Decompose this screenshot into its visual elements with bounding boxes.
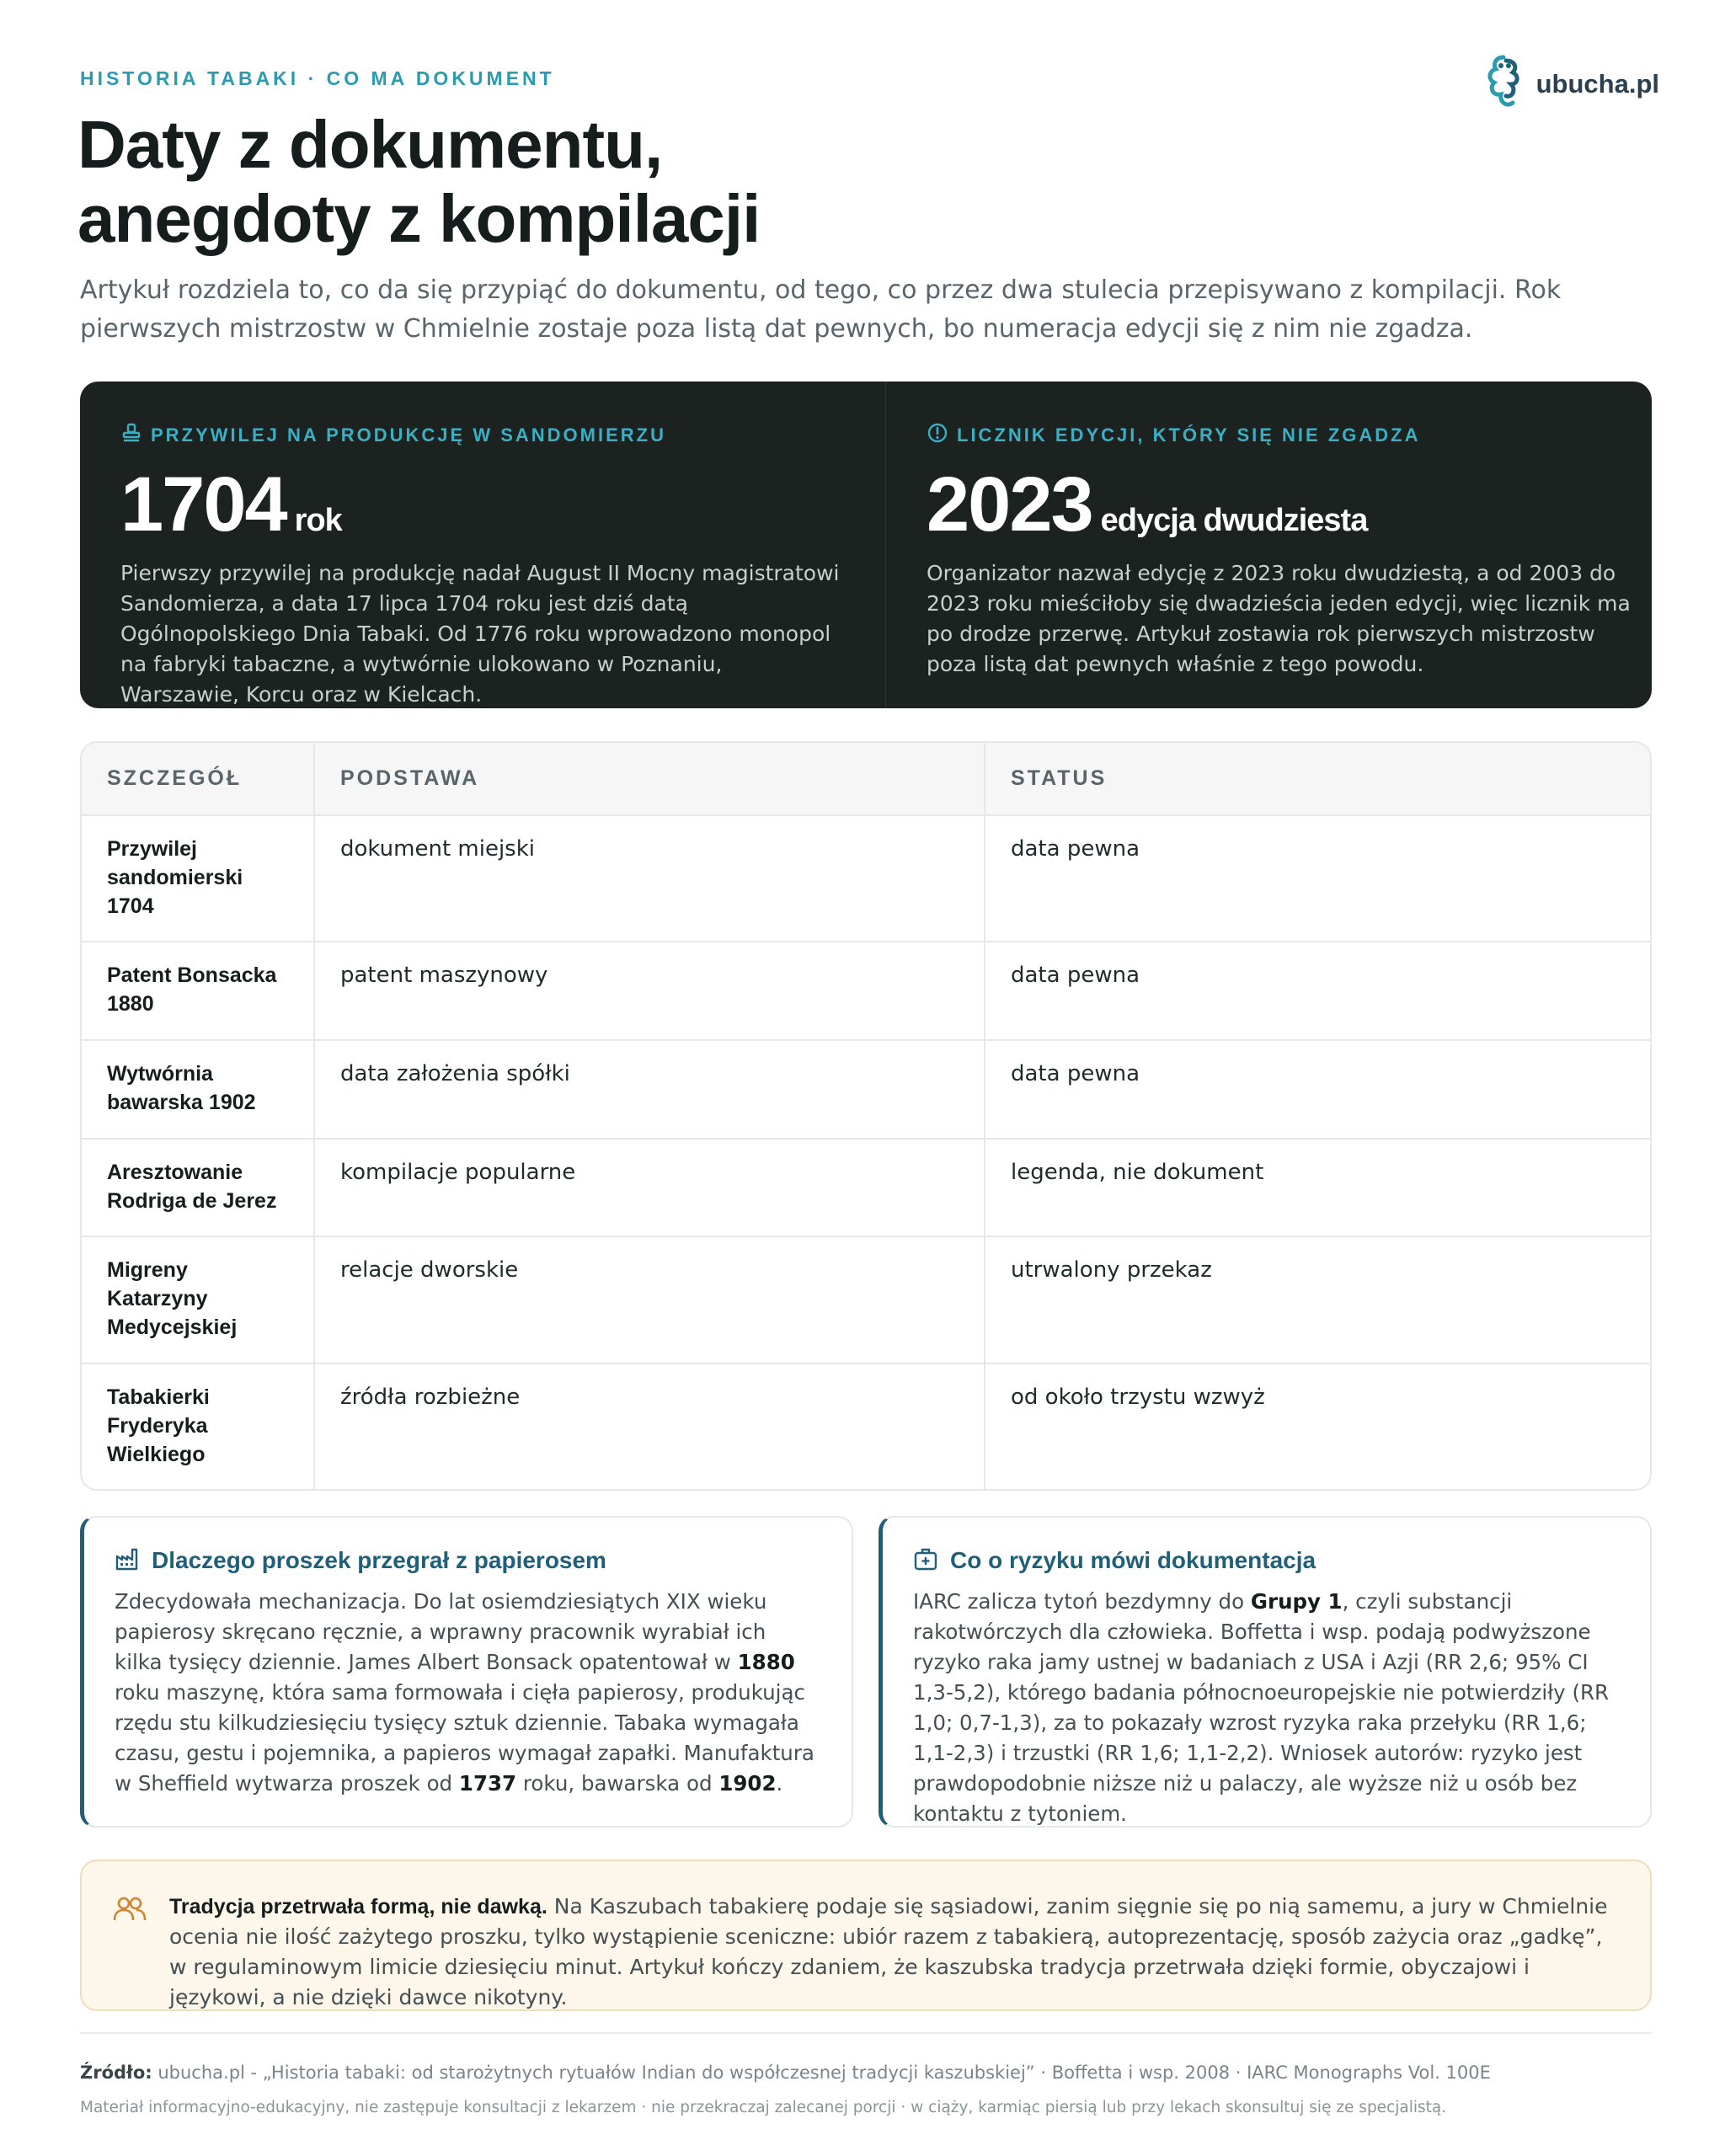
factory-icon bbox=[115, 1546, 140, 1575]
cell-status: utrwalony przekaz bbox=[985, 1236, 1650, 1364]
card-risk bbox=[879, 1516, 1652, 1828]
cell-status: data pewna bbox=[985, 942, 1650, 1040]
cell-detail: Migreny Katarzyny Medycejskiej bbox=[82, 1236, 314, 1364]
cell-detail: Wytwórnia bawarska 1902 bbox=[82, 1040, 314, 1139]
cell-basis: data założenia spółki bbox=[314, 1040, 985, 1139]
stat-value-row bbox=[120, 464, 845, 545]
column-header-detail: SZCZEGÓŁ bbox=[82, 743, 314, 815]
card-title: Dlaczego proszek przegrał z papierosem bbox=[152, 1547, 606, 1573]
note-body: Na Kaszubach tabakierę podaje się sąsiadowi, zanim sięgnie się po nią samemu, a jury w Chmielnie ocenia nie ilość zażytego proszku, tylko wystąpienie sceniczne: ubiór razem z tabakierą, autoprezentację, sposób zażycia oraz „gadkę”, w regulaminowym limicie dziesięciu minut. Artykuł kończy zdaniem, że kaszubska tradycja przetrwała dzięki formie, obyczajowi i językowi, a nie dzięki dawce nikotyny. bbox=[169, 1894, 1608, 2009]
footer-divider bbox=[80, 2032, 1652, 2034]
stats-panel bbox=[80, 382, 1652, 708]
card-title: Co o ryzyku mówi dokumentacja bbox=[950, 1547, 1316, 1573]
card-emphasis: Grupy 1 bbox=[1250, 1589, 1343, 1614]
cell-status: data pewna bbox=[985, 1040, 1650, 1139]
card-emphasis: 1880 bbox=[737, 1650, 795, 1674]
stat-label-text: LICZNIK EDYCJI, KTÓRY SIĘ NIE ZGADZA bbox=[957, 424, 1421, 446]
card-cigarette bbox=[80, 1516, 853, 1828]
table-row bbox=[82, 815, 1650, 942]
card-header bbox=[115, 1546, 820, 1575]
card-text: IARC zalicza tytoń bezdymny do bbox=[913, 1589, 1251, 1614]
stat-unit: rok bbox=[294, 503, 342, 538]
stamp-icon bbox=[120, 422, 142, 449]
stat-value: 2023 bbox=[927, 462, 1092, 547]
stat-label bbox=[120, 422, 845, 449]
cell-status: data pewna bbox=[985, 815, 1650, 942]
table-row bbox=[82, 1040, 1650, 1139]
cell-detail: Tabakierki Fryderyka Wielkiego bbox=[82, 1364, 314, 1489]
cell-basis: kompilacje popularne bbox=[314, 1139, 985, 1236]
card-header bbox=[913, 1546, 1618, 1575]
source-label: Źródło: bbox=[80, 2063, 152, 2083]
column-header-basis: PODSTAWA bbox=[314, 743, 985, 815]
column-header-status: STATUS bbox=[985, 743, 1650, 815]
brand-name: ubucha.pl bbox=[1535, 69, 1659, 99]
medical-kit-icon bbox=[913, 1546, 938, 1575]
card-body bbox=[913, 1587, 1618, 1829]
cell-basis: dokument miejski bbox=[314, 815, 985, 942]
source-line bbox=[80, 2063, 1491, 2083]
card-text: . bbox=[776, 1771, 783, 1796]
stat-unit: edycja dwudziesta bbox=[1100, 503, 1368, 538]
cell-detail: Patent Bonsacka 1880 bbox=[82, 942, 314, 1040]
source-text: ubucha.pl - „Historia tabaki: od starożytnych rytuałów Indian do współczesnej tradycji kaszubskiej” · Boffetta i wsp. 2008 · IARC Monographs Vol. 100E bbox=[152, 2063, 1491, 2083]
card-body bbox=[115, 1587, 820, 1799]
stat-label bbox=[927, 422, 1651, 449]
alert-circle-icon bbox=[927, 422, 948, 449]
card-text: roku, bawarska od bbox=[516, 1771, 719, 1796]
card-emphasis: 1902 bbox=[718, 1771, 777, 1796]
stat-value-row bbox=[927, 464, 1651, 545]
stat-privilege bbox=[80, 382, 885, 708]
tradition-note bbox=[80, 1860, 1652, 2011]
status-table bbox=[80, 741, 1652, 1491]
card-text: roku maszynę, która sama formowała i cięła papierosy, produkując rzędu stu kilkudziesięciu tysięcy sztuk dziennie. Tabaka wymagała czasu, gestu i pojemnika, a papieros wymagał zapałki. Manufaktura w Sheffield wytwarza proszek od bbox=[115, 1680, 814, 1796]
cell-detail: Aresztowanie Rodriga de Jerez bbox=[82, 1139, 314, 1236]
table-row bbox=[82, 1236, 1650, 1364]
stat-edition-counter bbox=[885, 382, 1652, 708]
page-title bbox=[77, 108, 760, 256]
stat-description: Pierwszy przywilej na produkcję nadał August II Mocny magistratowi Sandomierza, a data 17 lipca 1704 roku jest dziś datą Ogólnopolskiego Dnia Tabaki. Od 1776 roku wprowadzono monopol na fabryki tabaczne, a wytwórnie ulokowano w Poznaniu, Warszawie, Korcu oraz w Kielcach. bbox=[120, 561, 840, 707]
note-text bbox=[169, 1892, 1610, 2013]
cell-basis: patent maszynowy bbox=[314, 942, 985, 1040]
brand-mascot-icon bbox=[1481, 52, 1526, 116]
brand-logo[interactable] bbox=[1481, 52, 1659, 116]
card-emphasis: 1737 bbox=[458, 1771, 517, 1796]
people-icon bbox=[112, 1895, 147, 1927]
cell-basis: źródła rozbieżne bbox=[314, 1364, 985, 1489]
note-lead: Tradycja przetrwała formą, nie dawką. bbox=[169, 1895, 547, 1919]
table-row bbox=[82, 1364, 1650, 1489]
disclaimer: Materiał informacyjno-edukacyjny, nie zastępuje konsultacji z lekarzem · nie przekraczaj zalecanej porcji · w ciąży, karmiąc piersią lub przy lekach skonsultuj się ze specjalistą. bbox=[80, 2099, 1447, 2116]
card-text: , czyli substancji rakotwórczych dla człowieka. Boffetta i wsp. podają podwyższone ryzyko raka jamy ustnej w badaniach z USA i Azji (RR 2,6; 95% CI 1,3‑5,2), którego badania północnoeuropejskie nie potwierdziły (RR 1,0; 0,7‑1,3), za to pokazały wzrost ryzyka raka przełyku (RR 1,6; 1,1‑2,3) i trzustki (RR 1,6; 1,1‑2,2). Wniosek autorów: ryzyko jest prawdopodobnie niższe niż u palaczy, ale wyższe niż u osób bez kontaktu z tytoniem. bbox=[913, 1589, 1610, 1826]
card-text: Zdecydowała mechanizacja. Do lat osiemdziesiątych XIX wieku papierosy skręcano ręcznie, a wprawny pracownik wyrabiał ich kilka tysięcy dziennie. James Albert Bonsack opatentował w bbox=[115, 1589, 767, 1674]
eyebrow-label: HISTORIA TABAKI · CO MA DOKUMENT bbox=[80, 67, 555, 89]
cell-basis: relacje dworskie bbox=[314, 1236, 985, 1364]
title-line-2: anegdoty z kompilacji bbox=[77, 181, 761, 256]
cell-status: od około trzystu wzwyż bbox=[985, 1364, 1650, 1489]
title-line-1: Daty z dokumentu, bbox=[77, 107, 663, 182]
cell-detail: Przywilej sandomierski 1704 bbox=[82, 815, 314, 942]
table-header-row bbox=[82, 743, 1650, 815]
stat-description: Organizator nazwał edycję z 2023 roku dwudziestą, a od 2003 do 2023 roku mieściłoby się dwadzieścia jeden edycji, więc licznik ma po drodze przerwę. Artykuł zostawia rok pierwszych mistrzostw poza listą dat pewnych właśnie z tego powodu. bbox=[927, 561, 1631, 676]
table-row bbox=[82, 942, 1650, 1040]
cell-status: legenda, nie dokument bbox=[985, 1139, 1650, 1236]
lead-paragraph: Artykuł rozdziela to, co da się przypiąć do dokumentu, od tego, co przez dwa stulecia przepisywano z kompilacji. Rok pierwszych mistrzostw w Chmielnie zostaje poza listą dat pewnych, bo numeracja edycji się z nim nie zgadza. bbox=[80, 275, 1562, 344]
table-row bbox=[82, 1139, 1650, 1236]
stat-label-text: PRZYWILEJ NA PRODUKCJĘ W SANDOMIERZU bbox=[151, 424, 666, 446]
stat-value: 1704 bbox=[120, 462, 286, 547]
